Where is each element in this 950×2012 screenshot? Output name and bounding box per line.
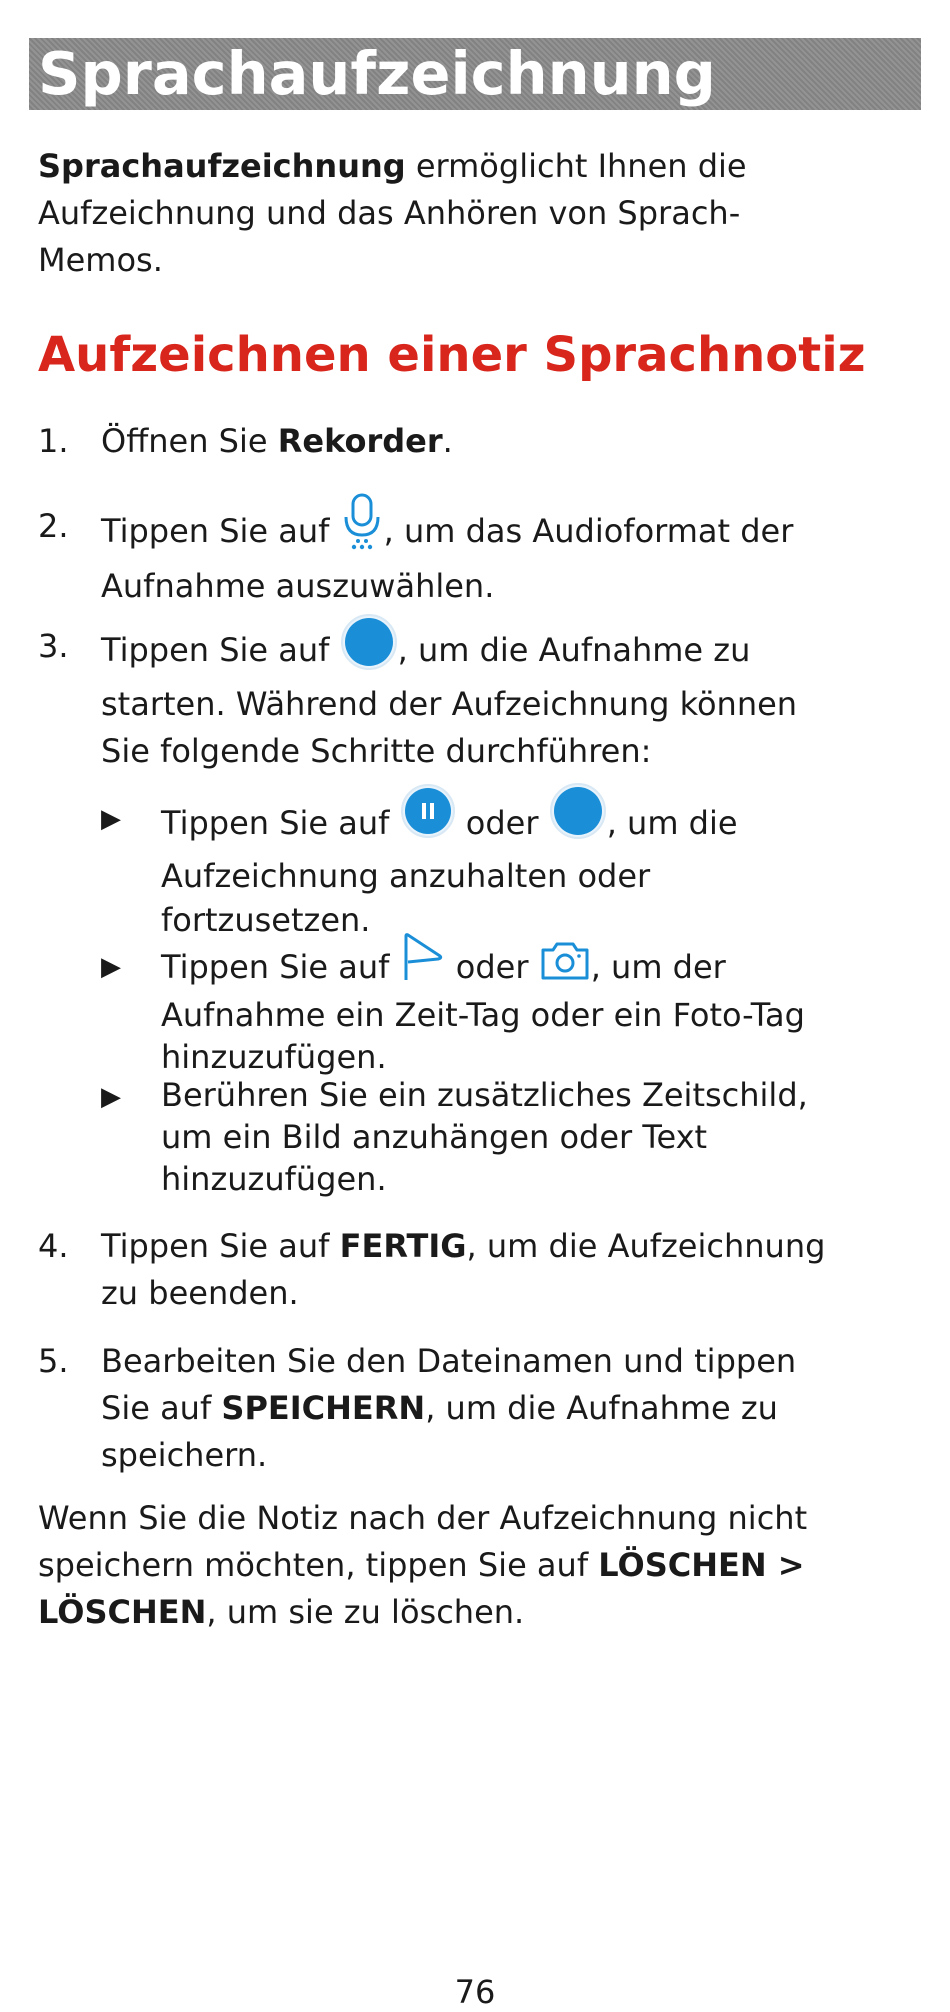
intro-line1: ermöglicht Ihnen die — [405, 147, 747, 185]
step-3-number: 3. — [38, 627, 69, 665]
rekorder-label: Rekorder — [277, 422, 443, 460]
step-1-number: 1. — [38, 422, 69, 460]
intro-line2: Aufzeichnung und das Anhören von Sprach- — [38, 194, 741, 232]
intro-line3: Memos. — [38, 241, 163, 279]
closing-paragraph: Wenn Sie die Notiz nach der Aufzeichnung nicht speichern möchten, tippen Sie auf LÖSCHEN > LÖSCHEN, um sie zu löschen. — [38, 1499, 808, 1631]
step-1-text: Öffnen Sie Rekorder. — [101, 422, 453, 460]
record-icon — [340, 613, 398, 671]
loeschen-label-2: LÖSCHEN — [38, 1593, 207, 1631]
bullet-2-marker: ▶ — [101, 952, 121, 982]
bullet-2-text: Tippen Sie auf oder , um der Aufnahme ein Zeit-Tag oder ein Foto-Tag hinzuzufügen. — [161, 944, 805, 1078]
step-2-text: Tippen Sie auf , um das Audioformat der Aufnahme auszuwählen. — [101, 503, 793, 610]
step-5-text: Bearbeiten Sie den Dateinamen und tippen Sie auf SPEICHERN, um die Aufnahme zu speichern. — [101, 1342, 797, 1474]
intro-paragraph — [38, 143, 747, 284]
step-2-number: 2. — [38, 507, 69, 545]
bullet-3-marker: ▶ — [101, 1082, 121, 1112]
loeschen-label-1: LÖSCHEN > — [598, 1546, 805, 1584]
flag-icon — [400, 932, 446, 982]
section-heading: Aufzeichnen einer Sprachnotiz — [38, 327, 866, 383]
step-4-number: 4. — [38, 1227, 69, 1265]
intro-bold: Sprachaufzeichnung — [38, 147, 406, 185]
record-icon — [549, 782, 607, 840]
bullet-1-marker: ▶ — [101, 804, 121, 834]
step-4-text: Tippen Sie auf FERTIG, um die Aufzeichnung zu beenden. — [101, 1227, 826, 1312]
speichern-label: SPEICHERN — [221, 1389, 426, 1427]
microphone-format-icon — [340, 493, 384, 553]
step-3-text: Tippen Sie auf , um die Aufnahme zu starten. Während der Aufzeichnung können Sie folgende Schritte durchführen: — [101, 623, 797, 775]
bullet-3-text: Berühren Sie ein zusätzliches Zeitschild, um ein Bild anzuhängen oder Text hinzuzufügen. — [161, 1076, 808, 1198]
page-number: 76 — [454, 1973, 496, 2011]
step-5-number: 5. — [38, 1342, 69, 1380]
camera-icon — [539, 940, 591, 982]
page-title: Sprachaufzeichnung — [38, 39, 716, 108]
pause-icon — [400, 783, 456, 839]
bullet-1-text: Tippen Sie auf oder , um die Aufzeichnung anzuhalten oder fortzusetzen. — [161, 796, 738, 942]
fertig-label: FERTIG — [339, 1227, 467, 1265]
